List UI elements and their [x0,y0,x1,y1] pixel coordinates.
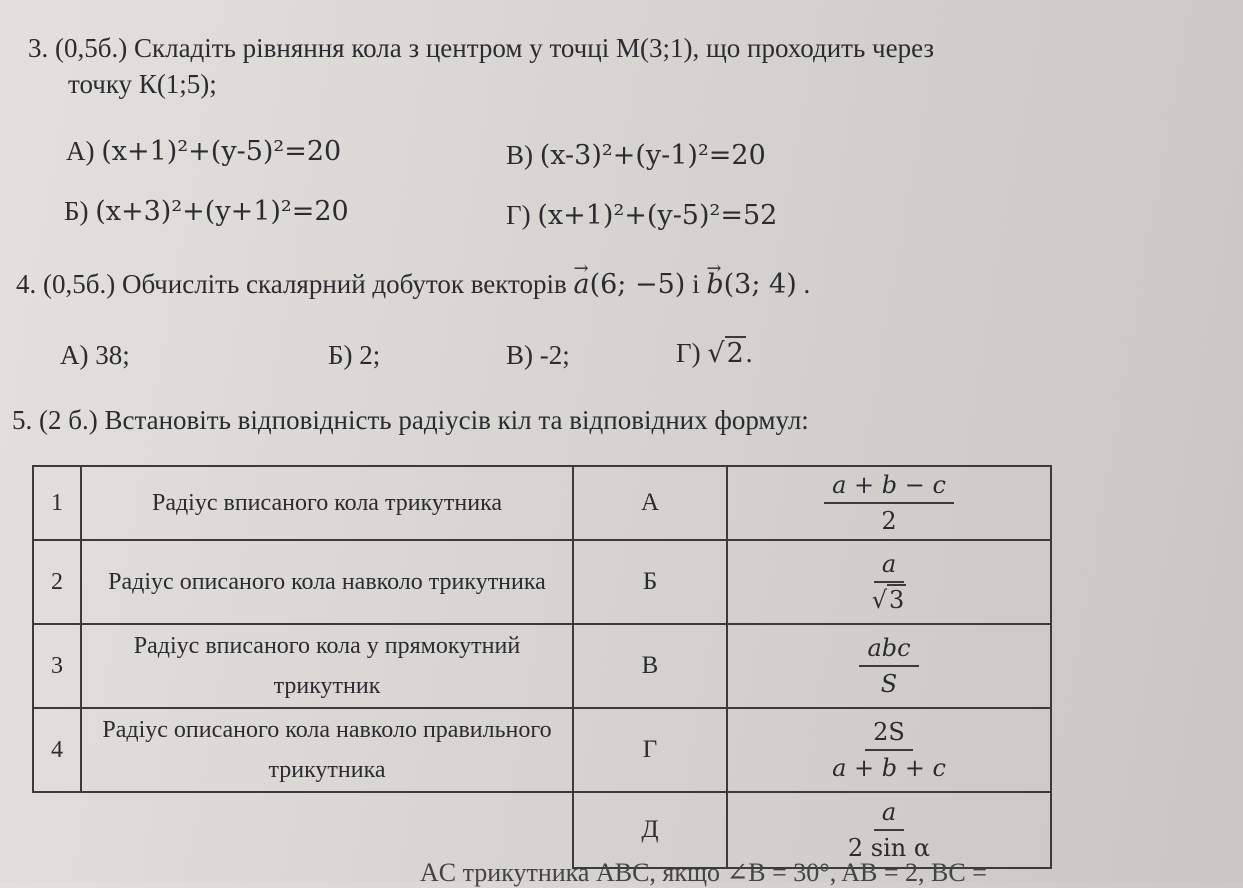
row-description: Радіус описаного кола навколо правильного трикутника [81,708,573,792]
row-formula [727,708,1051,792]
sqrt-icon: √3 [871,586,905,614]
q3-option-b [64,196,349,227]
q3-option-v-label: В) [506,140,533,170]
row-description: Радіус описаного кола навколо трикутника [81,540,573,624]
row-description: Радіус вписаного кола трикутника [81,466,573,540]
q4-option-g [676,338,753,369]
q5-title: 5. (2 б.) Встановіть відповідність радіусів кіл та відповідних формул: [12,405,809,435]
formula-denominator: 3 [889,586,905,614]
matching-table [32,465,1052,869]
q3-line1: 3. (0,5б.) Складіть рівняння кола з центром у точці М(3;1), що проходить через [28,33,935,63]
row-empty-cell [33,792,573,868]
q3-option-g-expr: (x+1)²+(y-5)²=52 [537,200,778,231]
table-row [33,792,1051,868]
q3-option-a-label: А) [66,136,95,166]
formula-numerator: abc [859,631,918,667]
row-letter: Б [573,540,727,624]
table-row [33,708,1051,792]
formula-numerator: a + b − c [824,468,954,504]
row-number: 4 [33,708,81,792]
q4-joiner: і [692,269,700,299]
q3-option-v [506,140,766,171]
row-formula [727,540,1051,624]
row-letter: В [573,624,727,708]
table-row [33,466,1051,540]
row-letter: Д [573,792,727,868]
formula-denominator: a + b + c [832,754,946,782]
formula-denominator: S [880,670,898,698]
row-number: 1 [33,466,81,540]
formula-denominator: 2 [881,507,897,535]
q4-prefix: 4. (0,5б.) Обчисліть скалярний добуток векторів [16,269,567,299]
q4-option-b: Б) 2; [328,340,381,370]
formula-numerator: a [874,547,904,583]
table-row [33,624,1051,708]
row-number: 3 [33,624,81,708]
q4-line [16,266,810,303]
q4-vector-a: → a [573,267,589,303]
q3-line2: точку К(1;5); [68,69,217,99]
q3-option-a-expr: (x+1)²+(y-5)²=20 [101,136,342,167]
q4-option-g-label: Г) [676,338,701,368]
row-formula [727,466,1051,540]
row-letter: А [573,466,727,540]
table-row [33,540,1051,624]
q4-option-g-tail: . [745,338,753,368]
row-description: Радіус вписаного кола у прямокутний трикутник [81,624,573,708]
row-letter: Г [573,708,727,792]
q3-option-v-expr: (x-3)²+(y-1)²=20 [539,140,766,171]
sqrt-icon: √2 [707,338,744,369]
q4-option-a: А) 38; [60,340,130,370]
q4-vector-b: → b [706,267,723,303]
q3-option-b-label: Б) [64,196,89,226]
q3-option-g-label: Г) [506,200,531,230]
q4-option-v: В) -2; [506,340,570,370]
row-formula [727,624,1051,708]
formula-numerator: a [874,795,904,831]
row-number: 2 [33,540,81,624]
formula-numerator: 2S [865,715,913,751]
formula-denominator: 2 sin α [847,834,931,862]
q3-option-g [506,200,777,231]
q3-option-a [66,136,341,167]
q6-partial-text: AC трикутника ABC, якщо ∠B = 30°, AB = 2, BC = [420,858,987,887]
q4-vector-b-coords: (3; 4) [723,269,797,300]
row-formula [727,792,1051,868]
q4-option-g-radicand: 2 [726,338,744,369]
q4-suffix: . [803,269,811,299]
q3-option-b-expr: (x+3)²+(y+1)²=20 [95,196,349,227]
q4-vector-a-coords: (6; −5) [589,269,686,300]
